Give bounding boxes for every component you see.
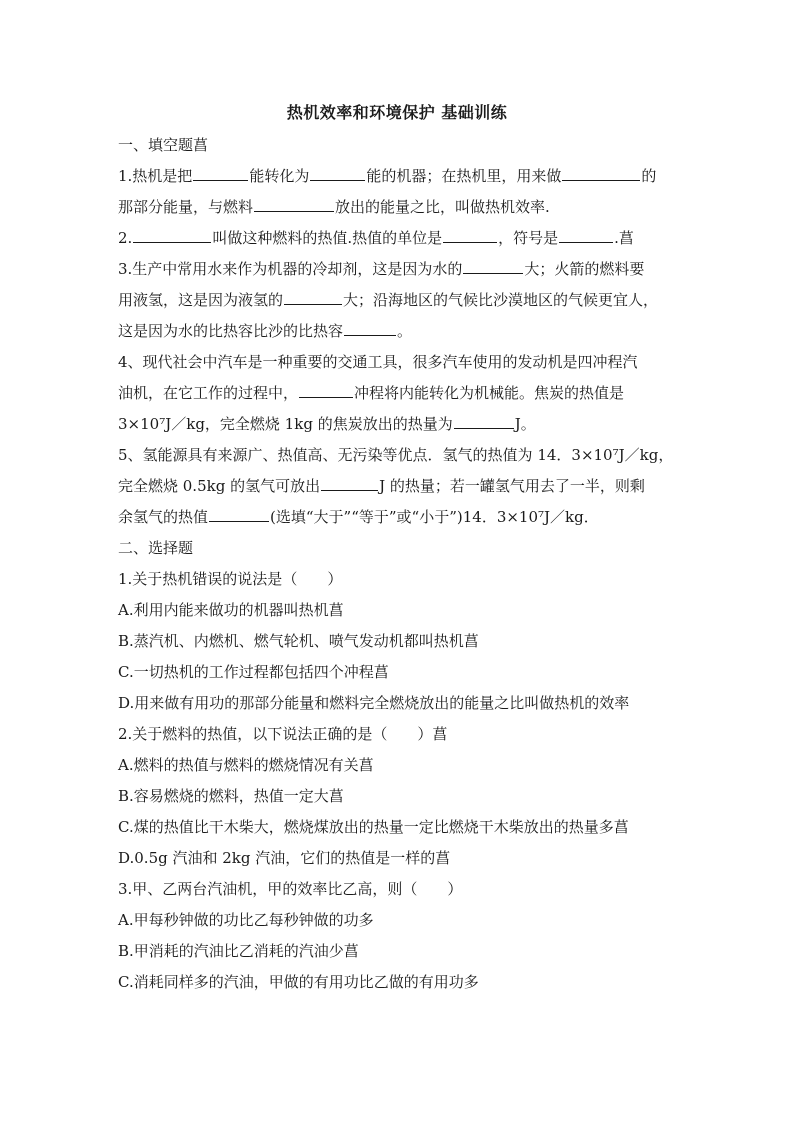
section-heading-fill-blank: 一、填空题菖 xyxy=(118,136,209,154)
choice-question-2-stem: 2.关于燃料的热值，以下说法正确的是（ ）菖 xyxy=(118,725,448,743)
text-segment: 能的机器；在热机里，用来做 xyxy=(366,167,562,185)
text-segment: J。 xyxy=(514,415,536,433)
question-1-line-2 xyxy=(118,192,678,223)
text-segment: .菖 xyxy=(614,229,634,247)
text-segment: 叫做这种燃料的热值.热值的单位是 xyxy=(212,229,443,247)
answer-blank[interactable] xyxy=(463,256,523,274)
choice-option[interactable]: D.用来做有用功的那部分能量和燃料完全燃烧放出的能量之比叫做热机的效率 xyxy=(118,694,630,712)
page-title: 热机效率和环境保护 基础训练 xyxy=(286,103,508,122)
text-segment: 。 xyxy=(397,322,413,340)
choice-option[interactable]: A.燃料的热值与燃料的燃烧情况有关菖 xyxy=(118,756,374,774)
text-segment: 能转化为 xyxy=(249,167,310,185)
answer-blank[interactable] xyxy=(254,194,334,212)
choice-option[interactable]: A.甲每秒钟做的功比乙每秒钟做的功多 xyxy=(118,911,374,929)
question-3-line-1 xyxy=(118,254,678,285)
text-segment: 3.生产中常用水来作为机器的冷却剂，这是因为水的 xyxy=(118,260,463,278)
text-segment: 大；火箭的燃料要 xyxy=(524,260,645,278)
answer-blank[interactable] xyxy=(310,163,365,181)
text-segment: 余氢气的热值 xyxy=(118,508,209,526)
answer-blank[interactable] xyxy=(344,318,396,336)
answer-blank[interactable] xyxy=(559,225,613,243)
answer-blank[interactable] xyxy=(299,380,353,398)
answer-blank[interactable] xyxy=(193,163,248,181)
text-segment: 放出的能量之比，叫做热机效率. xyxy=(335,198,550,216)
text-segment: 1.热机是把 xyxy=(118,167,193,185)
question-5-line-2 xyxy=(118,471,678,502)
text-segment: 冲程将内能转化为机械能。焦炭的热值是 xyxy=(354,384,625,402)
answer-blank[interactable] xyxy=(454,411,514,429)
choice-option[interactable]: C.煤的热值比干木柴大，燃烧煤放出的热量一定比燃烧干木柴放出的热量多菖 xyxy=(118,818,629,836)
answer-blank[interactable] xyxy=(284,287,342,305)
choice-option[interactable]: C.消耗同样多的汽油，甲做的有用功比乙做的有用功多 xyxy=(118,973,479,991)
text-segment: 2. xyxy=(118,229,133,247)
choice-option[interactable]: C.一切热机的工作过程都包括四个冲程菖 xyxy=(118,663,389,681)
question-5-line-3 xyxy=(118,502,678,533)
text-segment: 完全燃烧 0.5kg 的氢气可放出 xyxy=(118,477,321,495)
section-heading-multiple-choice: 二、选择题 xyxy=(118,539,194,557)
text-segment: 那部分能量，与燃料 xyxy=(118,198,254,216)
answer-blank[interactable] xyxy=(443,225,497,243)
text-segment: ，符号是 xyxy=(498,229,559,247)
text-segment: 大；沿海地区的气候比沙漠地区的气候更宜人， xyxy=(343,291,659,309)
answer-blank[interactable] xyxy=(321,473,378,491)
choice-question-3-stem: 3.甲、乙两台汽油机，甲的效率比乙高，则（ ） xyxy=(118,880,463,898)
question-3-line-2 xyxy=(118,285,678,316)
answer-blank[interactable] xyxy=(209,504,269,522)
question-1-line-1 xyxy=(118,161,678,192)
choice-option[interactable]: D.0.5g 汽油和 2kg 汽油，它们的热值是一样的菖 xyxy=(118,849,451,867)
choice-question-1-stem: 1.关于热机错误的说法是（ ） xyxy=(118,570,343,588)
text-segment: 的 xyxy=(641,167,657,185)
text-segment: 油机，在它工作的过程中， xyxy=(118,384,299,402)
text-segment: 用液氢，这是因为液氢的 xyxy=(118,291,284,309)
choice-option[interactable]: B.甲消耗的汽油比乙消耗的汽油少菖 xyxy=(118,942,359,960)
answer-blank[interactable] xyxy=(562,163,640,181)
question-4-line-1: 4、现代社会中汽车是一种重要的交通工具，很多汽车使用的发动机是四冲程汽 xyxy=(118,353,638,371)
text-segment: 这是因为水的比热容比沙的比热容 xyxy=(118,322,344,340)
text-segment: J 的热量；若一罐氢气用去了一半，则剩 xyxy=(379,477,645,495)
question-4-line-3 xyxy=(118,409,678,440)
question-3-line-3 xyxy=(118,316,678,347)
text-segment: 3×10⁷J／kg，完全燃烧 1kg 的焦炭放出的热量为 xyxy=(118,415,453,433)
text-segment: (选填“大于”“等于”或“小于”)14．3×10⁷J／kg． xyxy=(270,508,599,526)
question-4-line-2 xyxy=(118,378,678,409)
question-2-line-1 xyxy=(118,223,678,254)
document-body xyxy=(118,130,678,998)
choice-option[interactable]: A.利用内能来做功的机器叫热机菖 xyxy=(118,601,344,619)
answer-blank[interactable] xyxy=(133,225,211,243)
choice-option[interactable]: B.容易燃烧的燃料，热值一定大菖 xyxy=(118,787,344,805)
question-5-line-1: 5、氢能源具有来源广、热值高、无污染等优点．氢气的热值为 14．3×10⁷J／kg， xyxy=(118,446,674,464)
choice-option[interactable]: B.蒸汽机、内燃机、燃气轮机、喷气发动机都叫热机菖 xyxy=(118,632,479,650)
